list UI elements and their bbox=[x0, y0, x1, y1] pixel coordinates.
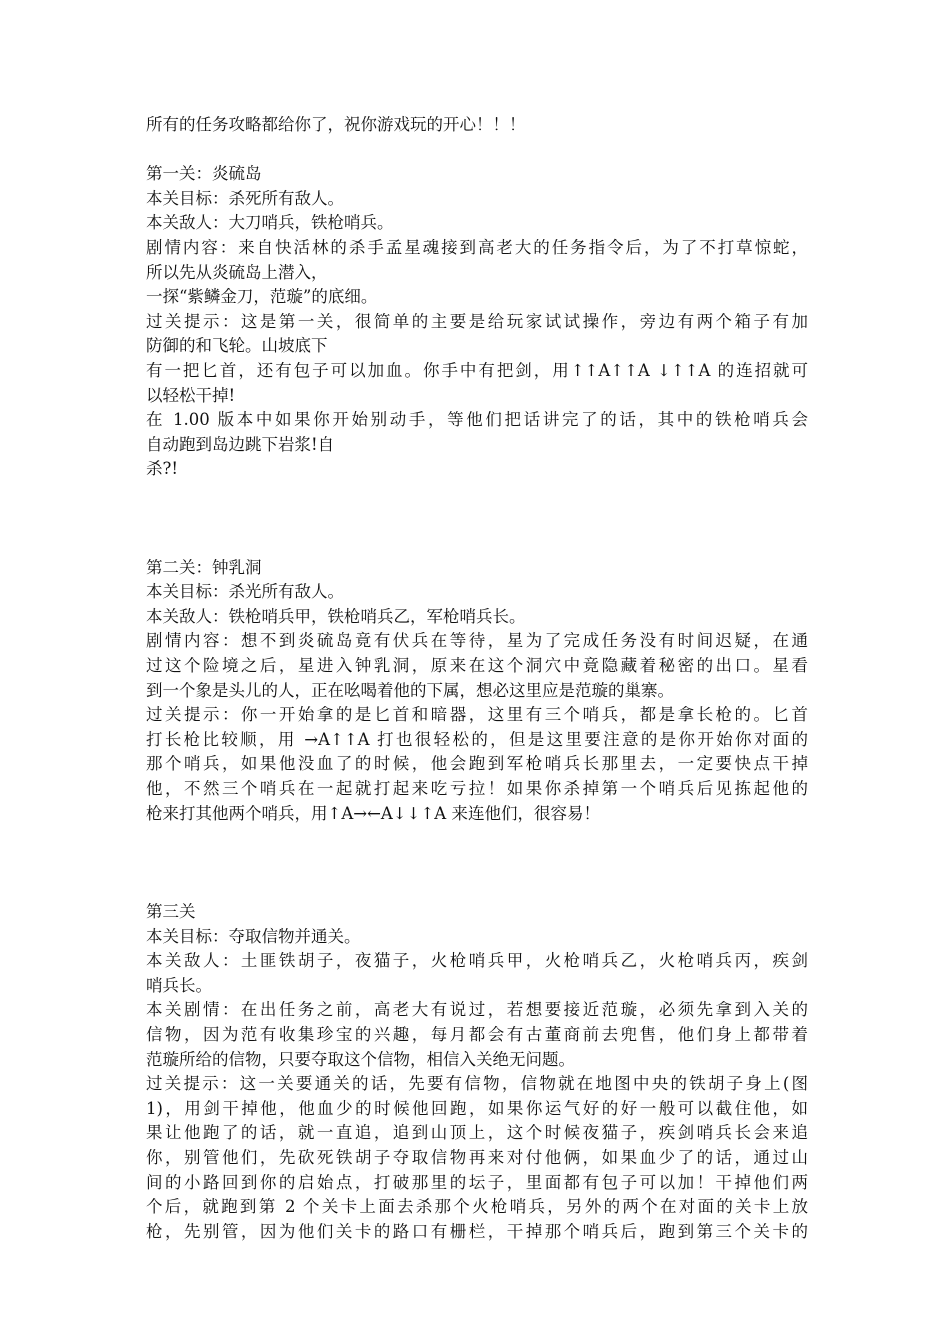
level1-tip-line: 杀?! bbox=[146, 459, 178, 479]
level2-story-line: 过这个险境之后，星进入钟乳洞，原来在这个洞穴中竟隐藏着秘密的出口。星看 bbox=[146, 656, 808, 676]
level2-title: 第二关：钟乳洞 bbox=[146, 557, 262, 577]
level3-tip-line: 过关提示：这一关要通关的话，先要有信物，信物就在地图中央的铁胡子身上(图 bbox=[146, 1074, 808, 1094]
level1-tip-line: 有一把匕首，还有包子可以加血。你手中有把剑，用↑↑A↑↑A ↓↑↑A 的连招就可 bbox=[146, 360, 808, 380]
spacer bbox=[146, 482, 808, 556]
level2-tip-line: 枪来打其他两个哨兵，用↑A→←A↓↓↑A 来连他们，很容易！ bbox=[146, 803, 600, 823]
level3-tip-line: 你，别管他们，先砍死铁胡子夺取信物再来对付他俩，如果血少了的话，通过山 bbox=[146, 1147, 808, 1167]
level2-tip-line: 过关提示：你一开始拿的是匕首和暗器，这里有三个哨兵，都是拿长枪的。匕首 bbox=[146, 705, 808, 725]
level1-tip-line: 防御的和飞轮。山坡底下 bbox=[146, 336, 328, 356]
level1-story-line: 一探“紫鳞金刀，范璇”的底细。 bbox=[146, 287, 378, 307]
level3-tip-line: 1)，用剑干掉他，他血少的时候他回跑，如果你运气好的好一般可以截住他，如 bbox=[146, 1098, 808, 1118]
level2-goal: 本关目标：杀光所有敌人。 bbox=[146, 582, 344, 602]
level1-story-line: 剧情内容：来自快活林的杀手孟星魂接到高老大的任务指令后，为了不打草惊蛇， bbox=[146, 237, 808, 257]
level1-tip-line: 自动跑到岛边跳下岩浆!自 bbox=[146, 434, 335, 454]
intro-text: 所有的任务攻略都给你了，祝你游戏玩的开心！！！ bbox=[146, 115, 526, 134]
level3-tip-line: 枪，先别管，因为他们关卡的路口有栅栏，干掉那个哨兵后，跑到第三个关卡的 bbox=[146, 1221, 808, 1241]
level2-story-line: 剧情内容：想不到炎硫岛竟有伏兵在等待，星为了完成任务没有时间迟疑，在通 bbox=[146, 631, 808, 651]
level3-tip-line: 果让他跑了的话，就一直追，追到山顶上，这个时候夜猫子，疾剑哨兵长会来追 bbox=[146, 1123, 808, 1143]
level3-enemies: 本关敌人：土匪铁胡子，夜猫子，火枪哨兵甲，火枪哨兵乙，火枪哨兵丙，疾剑 bbox=[146, 951, 808, 971]
level3-tip-line: 个后，就跑到第 2 个关卡上面去杀那个火枪哨兵，另外的两个在对面的关卡上放 bbox=[146, 1197, 808, 1217]
level2-enemies: 本关敌人：铁枪哨兵甲，铁枪哨兵乙，军枪哨兵长。 bbox=[146, 606, 526, 626]
level3-tip-line: 间的小路回到你的启始点，打破那里的坛子，里面都有包子可以加！干掉他们两 bbox=[146, 1172, 808, 1192]
level1-tip-line: 在 1.00 版本中如果你开始别动手，等他们把话讲完了的话，其中的铁枪哨兵会 bbox=[146, 410, 808, 430]
level1-story-line: 所以先从炎硫岛上潜入， bbox=[146, 262, 328, 282]
level1-goal: 本关目标：杀死所有敌人。 bbox=[146, 188, 344, 208]
level1-enemies: 本关敌人：大刀哨兵，铁枪哨兵。 bbox=[146, 213, 394, 233]
level2-tip-line: 他，不然三个哨兵在一起就打起来吃亏拉！如果你杀掉第一个哨兵后见拣起他的 bbox=[146, 779, 808, 799]
level2-story-line: 到一个象是头儿的人，正在吆喝着他的下属，想必这里应是范璇的巢寨。 bbox=[146, 680, 674, 700]
document-page bbox=[146, 113, 808, 1244]
level3-title: 第三关 bbox=[146, 902, 196, 922]
level2-tip-line: 那个哨兵，如果他没血了的时候，他会跑到军枪哨兵长那里去，一定要快点干掉 bbox=[146, 754, 808, 774]
level3-enemies: 哨兵长。 bbox=[146, 975, 212, 995]
level3-story-line: 本关剧情：在出任务之前，高老大有说过，若想要接近范璇，必须先拿到入关的 bbox=[146, 1000, 808, 1020]
level1-title: 第一关：炎硫岛 bbox=[146, 164, 262, 184]
level1-tip-line: 以轻松干掉! bbox=[146, 385, 236, 405]
spacer bbox=[146, 826, 808, 900]
level2-tip-line: 打长枪比较顺，用 →A↑↑A 打也很轻松的，但是这里要注意的是你开始你对面的 bbox=[146, 729, 808, 749]
level1-tip-line: 过关提示：这是第一关，很简单的主要是给玩家试试操作，旁边有两个箱子有加 bbox=[146, 311, 808, 331]
level3-story-line: 信物，因为范有收集珍宝的兴趣，每月都会有古董商前去兜售，他们身上都带着 bbox=[146, 1025, 808, 1044]
spacer bbox=[146, 138, 808, 163]
level3-goal: 本关目标：夺取信物并通关。 bbox=[146, 926, 361, 946]
level3-story-line: 范璇所给的信物，只要夺取这个信物，相信入关绝无问题。 bbox=[146, 1049, 575, 1069]
